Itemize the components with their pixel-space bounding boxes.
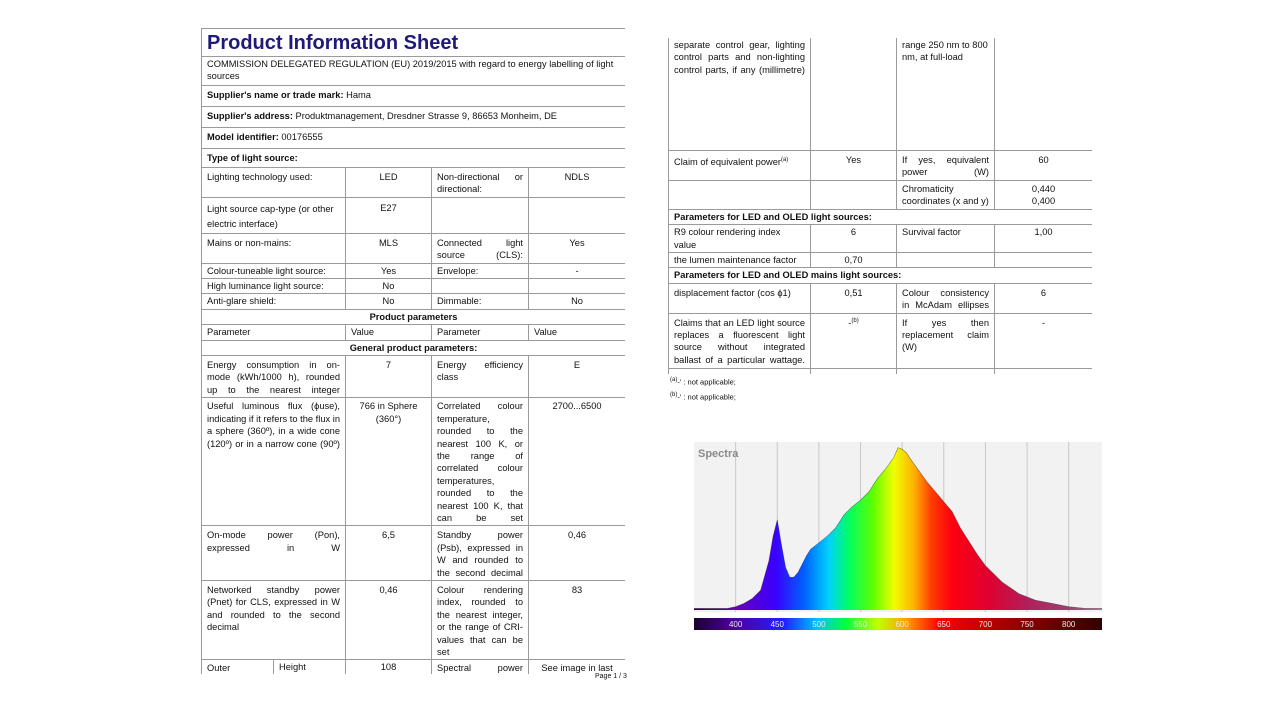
model-row bbox=[202, 128, 626, 149]
general-row bbox=[202, 356, 626, 398]
supplier-address-label: Supplier's address: bbox=[207, 111, 293, 121]
equivalent-power-claim: Yes bbox=[811, 151, 897, 181]
lumen-label: the lumen maintenance factor bbox=[669, 253, 811, 268]
light-row bbox=[202, 197, 626, 233]
general-header-row bbox=[202, 340, 626, 355]
chromaticity-x: 0,440 bbox=[1031, 183, 1056, 194]
title-row bbox=[202, 29, 626, 57]
general-row-value: 0,46 bbox=[529, 526, 626, 581]
tick-label: 800 bbox=[1062, 620, 1076, 629]
light-row-value: Yes bbox=[529, 233, 626, 263]
spd-value: See image in last bbox=[529, 660, 626, 674]
mains-params-header: Parameters for LED and OLED mains light sources: bbox=[669, 268, 1093, 283]
general-row-value: 6,5 bbox=[346, 526, 432, 581]
general-row-label: Correlated colour temperature, rounded to the nearest 100 K, or the range of correlated colour temperatures, rounded to the nearest 100 K, that can be set bbox=[432, 398, 529, 526]
general-row-value: 766 in Sphere (360°) bbox=[346, 398, 432, 526]
equivalent-power-w-value: 60 bbox=[995, 151, 1093, 181]
tick-label: 600 bbox=[895, 620, 909, 629]
r9-label: R9 colour rendering index value bbox=[669, 225, 811, 253]
outer-dimensions-label: Outer bbox=[202, 660, 274, 674]
product-params-row bbox=[202, 309, 626, 324]
light-row-label: Colour-tuneable light source: bbox=[202, 263, 346, 278]
regulation-text: COMMISSION DELEGATED REGULATION (EU) 2019/2015 with regard to energy labelling of light sources bbox=[202, 57, 626, 86]
chart-title: Spectra bbox=[698, 448, 739, 460]
displacement-value: 0,51 bbox=[811, 283, 897, 313]
light-row-label: Envelope: bbox=[432, 263, 529, 278]
col-parameter: Parameter bbox=[202, 325, 346, 340]
product-info-table-continued bbox=[668, 38, 1092, 374]
supplier-name: Hama bbox=[346, 90, 371, 100]
tick-label: 500 bbox=[812, 620, 826, 629]
light-row-value bbox=[529, 197, 626, 233]
model-label: Model identifier: bbox=[207, 132, 279, 142]
general-row-label: Energy efficiency class bbox=[432, 356, 529, 398]
general-row-label: Networked standby power (Pnet) for CLS, expressed in W and rounded to the second decimal bbox=[202, 580, 346, 659]
spectra-chart bbox=[694, 442, 1102, 630]
general-row-label: On-mode power (Pon), expressed in W bbox=[202, 526, 346, 581]
stroboscopic-value bbox=[995, 368, 1093, 374]
light-row-value: No bbox=[529, 294, 626, 309]
general-row-label: Colour rendering index, rounded to the nearest integer, or the range of CRI-values that can be set bbox=[432, 580, 529, 659]
dimension-row bbox=[202, 660, 626, 674]
supplier-address: Produktmanagement, Dresdner Strasse 9, 86653 Monheim, DE bbox=[295, 111, 557, 121]
footnote-mark: (a) bbox=[780, 157, 789, 163]
equivalent-power-w-label: If yes, equivalent power (W) bbox=[897, 151, 995, 181]
supplier-address-row bbox=[202, 107, 626, 128]
light-row bbox=[202, 279, 626, 294]
model-identifier: 00176555 bbox=[281, 132, 323, 142]
footnote-mark: (b) bbox=[851, 317, 859, 324]
light-row-label: Light source cap-type (or other electric interface) bbox=[202, 197, 346, 233]
light-row-label bbox=[432, 197, 529, 233]
footnote-mark: (b) bbox=[670, 391, 678, 398]
dimension-value: 108 bbox=[346, 660, 432, 674]
general-row bbox=[202, 398, 626, 526]
light-row-label: Lighting technology used: bbox=[202, 168, 346, 198]
claims-row bbox=[669, 313, 1093, 368]
general-row-label: Energy consumption in on-mode (kWh/1000 h), rounded up to the nearest integer bbox=[202, 356, 346, 398]
lumen-value: 0,70 bbox=[811, 253, 897, 268]
survival-label: Survival factor bbox=[897, 225, 995, 253]
light-row bbox=[202, 233, 626, 263]
page-number: Page 1 / 3 bbox=[595, 673, 627, 680]
lumen-row bbox=[669, 253, 1093, 268]
equivalent-power-row bbox=[669, 151, 1093, 181]
type-header-row bbox=[202, 149, 626, 168]
light-row bbox=[202, 294, 626, 309]
continuation-row bbox=[669, 38, 1093, 151]
continuation-right: range 250 nm to 800 nm, at full-load bbox=[897, 38, 995, 151]
general-row-value: E bbox=[529, 356, 626, 398]
survival-value: 1,00 bbox=[995, 225, 1093, 253]
product-information-sheet-continued bbox=[668, 38, 1092, 374]
stroboscopic-label bbox=[897, 368, 995, 374]
light-row-label: Anti-glare shield: bbox=[202, 294, 346, 309]
tick-label: 400 bbox=[728, 620, 743, 629]
product-info-table bbox=[201, 28, 625, 674]
replacement-value: - bbox=[995, 313, 1093, 368]
general-row-label: Useful luminous flux (ϕuse), indicating if it refers to the flux in a sphere (360º), in a wide cone (120º) or in a narrow cone (90º) bbox=[202, 398, 346, 526]
footnote-mark: (a) bbox=[670, 377, 678, 383]
sheet-title: Product Information Sheet bbox=[202, 29, 626, 57]
equivalent-power-label: Claim of equivalent power bbox=[674, 157, 781, 168]
general-row-value: 2700...6500 bbox=[529, 398, 626, 526]
light-row bbox=[202, 263, 626, 278]
displacement-label: displacement factor (cos ϕ1) bbox=[669, 283, 811, 313]
r9-row bbox=[669, 225, 1093, 253]
light-row-value: Yes bbox=[346, 263, 432, 278]
light-row-value: LED bbox=[346, 168, 432, 198]
dimension-label: Height bbox=[274, 660, 346, 674]
tick-label: 550 bbox=[853, 620, 868, 629]
light-row-label: Dimmable: bbox=[432, 294, 529, 309]
chromaticity-label: Chromaticity coordinates (x and y) bbox=[897, 180, 995, 209]
light-row-value: E27 bbox=[346, 197, 432, 233]
light-row-value: - bbox=[529, 263, 626, 278]
tick-label: 450 bbox=[770, 620, 784, 629]
general-row-label: Standby power (Psb), expressed in W and rounded to the second decimal bbox=[432, 526, 529, 581]
light-row-value: No bbox=[346, 279, 432, 294]
general-row-value: 7 bbox=[346, 356, 432, 398]
footnote bbox=[670, 389, 736, 404]
axis-band bbox=[694, 612, 1102, 617]
led-header-row bbox=[669, 209, 1093, 224]
claims-value: - bbox=[848, 317, 852, 328]
light-row-label: High luminance light source: bbox=[202, 279, 346, 294]
product-params-header: Product parameters bbox=[202, 309, 626, 324]
footnote bbox=[670, 374, 736, 389]
light-row-value: MLS bbox=[346, 233, 432, 263]
product-information-sheet bbox=[201, 28, 625, 674]
consistency-label: Colour consistency in McAdam ellipses bbox=[897, 283, 995, 313]
light-row-value: No bbox=[346, 294, 432, 309]
light-row-label: Non-directional or directional: bbox=[432, 168, 529, 198]
footnote-text: -' : not applicable; bbox=[677, 392, 736, 401]
light-row-label: Mains or non-mains: bbox=[202, 233, 346, 263]
general-row-value: 0,46 bbox=[346, 580, 432, 659]
tick-labels bbox=[729, 620, 1076, 629]
continuation-left: separate control gear, lighting control parts and non-lighting control parts, if any (millimetre) bbox=[669, 38, 811, 151]
supplier-name-label: Supplier's name or trade mark: bbox=[207, 90, 344, 100]
light-row-label bbox=[432, 279, 529, 294]
consistency-value: 6 bbox=[995, 283, 1093, 313]
general-row bbox=[202, 580, 626, 659]
r9-value: 6 bbox=[811, 225, 897, 253]
light-row-value bbox=[529, 279, 626, 294]
claims-label: Claims that an LED light source replaces a fluorescent light source without integrated ballast of a particular wattage. bbox=[669, 313, 811, 368]
tick-label: 750 bbox=[1020, 620, 1034, 629]
tick-label: 650 bbox=[937, 620, 951, 629]
light-row bbox=[202, 168, 626, 198]
type-header: Type of light source: bbox=[202, 149, 626, 168]
mains-header-row bbox=[669, 268, 1093, 283]
col-value: Value bbox=[529, 325, 626, 340]
spd-label: Spectral power bbox=[432, 660, 529, 674]
column-header-row bbox=[202, 325, 626, 340]
col-parameter: Parameter bbox=[432, 325, 529, 340]
light-row-label: Connected light source (CLS): bbox=[432, 233, 529, 263]
tick-label: 700 bbox=[978, 620, 993, 629]
chromaticity-row bbox=[669, 180, 1093, 209]
replacement-label: If yes then replacement claim (W) bbox=[897, 313, 995, 368]
supplier-name-row bbox=[202, 86, 626, 107]
footnotes bbox=[670, 374, 736, 403]
displacement-row bbox=[669, 283, 1093, 313]
light-row-value: NDLS bbox=[529, 168, 626, 198]
general-params-header: General product parameters: bbox=[202, 340, 626, 355]
footnote-text: -' : not applicable; bbox=[677, 377, 736, 387]
general-row bbox=[202, 526, 626, 581]
col-value: Value bbox=[346, 325, 432, 340]
regulation-row bbox=[202, 57, 626, 86]
led-params-header: Parameters for LED and OLED light sources: bbox=[669, 209, 1093, 224]
general-row-value: 83 bbox=[529, 580, 626, 659]
chromaticity-y: 0,400 bbox=[1031, 196, 1056, 207]
flicker-value bbox=[811, 368, 897, 374]
